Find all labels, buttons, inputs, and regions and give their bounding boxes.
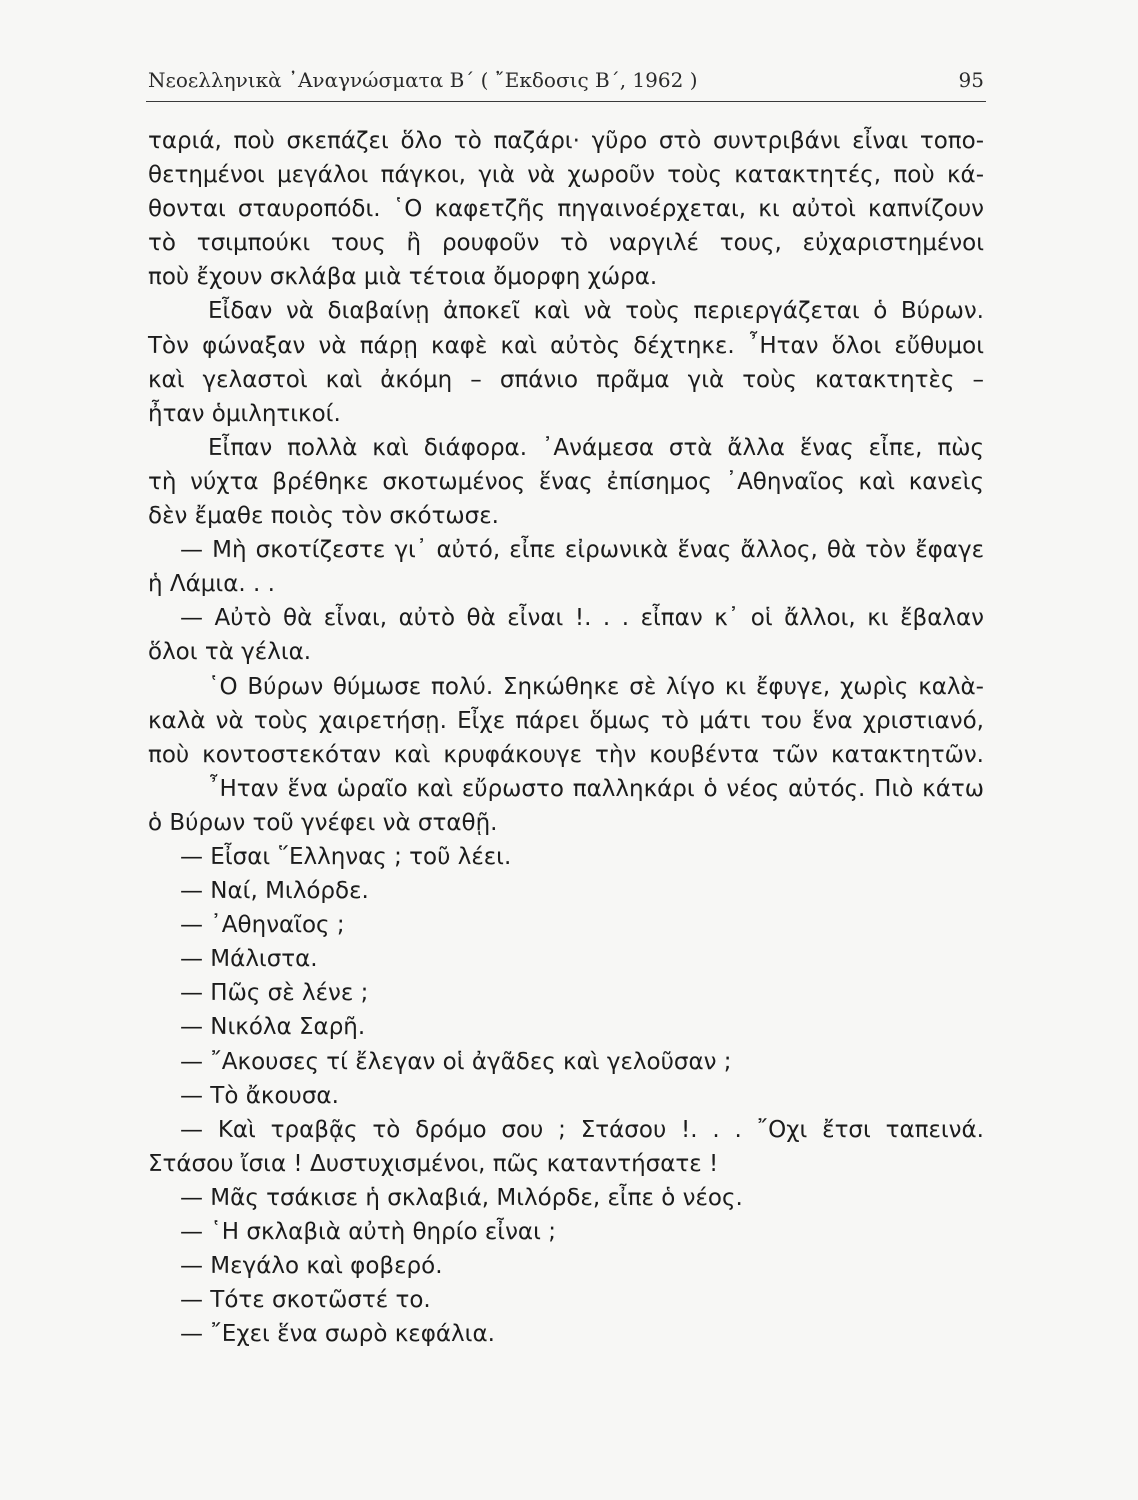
text-line: — ῎Ακουσες τί ἔλεγαν οἱ ἀγᾶδες καὶ γελοῦσαν ;: [180, 1048, 732, 1075]
body-text: [148, 124, 984, 1351]
text-line: ὁ Βύρων τοῦ γνέφει νὰ σταθῇ.: [148, 809, 498, 836]
text-line: — Τὸ ἄκουσα.: [180, 1082, 339, 1109]
text-line: ἦταν ὁμιλητικοί.: [148, 400, 341, 427]
text-line: — Μᾶς τσάκισε ἡ σκλαβιά, Μιλόρδε, εἶπε ὁ νέος.: [180, 1184, 743, 1211]
text-line: — Αὐτὸ θὰ εἶναι, αὐτὸ θὰ εἶναι !. . . εἶπαν κ᾿ οἱ ἄλλοι, κι ἔβαλαν: [180, 605, 984, 632]
text-line: — Ναί, Μιλόρδε.: [180, 878, 369, 905]
text-line: ῏Ηταν ἕνα ὡραῖο καὶ εὔρωστο παλληκάρι ὁ νέος αὐτός. Πιὸ κάτω: [208, 775, 984, 802]
text-line: Τὸν φώναξαν νὰ πάρῃ καφὲ καὶ αὐτὸς δέχτηκε. ῏Ηταν ὅλοι εὔθυμοι: [148, 332, 984, 359]
text-line: — ᾿Αθηναῖος ;: [180, 912, 345, 939]
text-line: τὸ τσιμπούκι τους ἢ ρουφοῦν τὸ ναργιλέ τους, εὐχαριστημένοι: [148, 230, 984, 257]
text-line: — ῾Η σκλαβιὰ αὐτὴ θηρίο εἶναι ;: [180, 1219, 556, 1245]
text-line: καὶ γελαστοὶ καὶ ἀκόμη – σπάνιο πρᾶμα γιὰ τοὺς κατακτητὲς –: [148, 366, 984, 393]
text-line: ἡ Λάμια. . .: [148, 571, 275, 598]
running-title: Νεοελληνικὰ ᾿Αναγνώσματα Β΄ ( ῎Εκδοσις Β΄, 1962 ): [148, 68, 698, 92]
text-line: ποὺ κοντοστεκόταν καὶ κρυφάκουγε τὴν κουβέντα τῶν κατακτητῶν.: [148, 741, 984, 768]
text-line: ταριά, ποὺ σκεπάζει ὅλο τὸ παζάρι· γῦρο στὸ συντριβάνι εἶναι τοπο-: [148, 128, 984, 154]
text-line: Στάσου ἴσια ! Δυστυχισμένοι, πῶς καταντήσατε !: [148, 1150, 719, 1177]
text-line: τὴ νύχτα βρέθηκε σκοτωμένος ἕνας ἐπίσημος ᾿Αθηναῖος καὶ κανεὶς: [148, 468, 984, 495]
text-line: θονται σταυροπόδι. ῾Ο καφετζῆς πηγαινοέρχεται, κι αὐτοὶ καπνίζουν: [148, 196, 984, 223]
text-line: θετημένοι μεγάλοι πάγκοι, γιὰ νὰ χωροῦν τοὺς κατακτητές, ποὺ κά-: [148, 162, 984, 189]
text-line: καλὰ νὰ τοὺς χαιρετήσῃ. Εἶχε πάρει ὅμως τὸ μάτι του ἕνα χριστιανό,: [148, 707, 984, 734]
text-line: Εἶπαν πολλὰ καὶ διάφορα. ᾿Ανάμεσα στὰ ἄλλα ἕνας εἶπε, πὼς: [208, 434, 984, 461]
text-line: — Τότε σκοτῶστέ το.: [180, 1287, 431, 1314]
running-header: [148, 68, 984, 92]
text-line: — Νικόλα Σαρῆ.: [180, 1014, 366, 1041]
header-rule: [146, 101, 986, 102]
text-line: — Πῶς σὲ λένε ;: [180, 980, 369, 1007]
text-line: — Μεγάλο καὶ φοβερό.: [180, 1253, 443, 1280]
text-line: ποὺ ἔχουν σκλάβα μιὰ τέτοια ὄμορφη χώρα.: [148, 264, 658, 291]
text-line: — Καὶ τραβᾷς τὸ δρόμο σου ; Στάσου !. . . ῎Οχι ἔτσι ταπεινά.: [180, 1116, 984, 1143]
text-line: — Μάλιστα.: [180, 946, 318, 973]
text-line: Εἶδαν νὰ διαβαίνῃ ἀποκεῖ καὶ νὰ τοὺς περιεργάζεται ὁ Βύρων.: [208, 298, 984, 325]
text-line: δὲν ἔμαθε ποιὸς τὸν σκότωσε.: [148, 503, 499, 530]
text-line: ῾Ο Βύρων θύμωσε πολύ. Σηκώθηκε σὲ λίγο κι ἔφυγε, χωρὶς καλὰ-: [208, 673, 984, 700]
text-line: — Μὴ σκοτίζεστε γι᾿ αὐτό, εἶπε εἰρωνικὰ ἕνας ἄλλος, θὰ τὸν ἔφαγε: [180, 537, 984, 564]
page-number: 95: [958, 68, 984, 92]
text-line: — ῎Εχει ἕνα σωρὸ κεφάλια.: [180, 1321, 495, 1348]
text-line: — Εἶσαι ῞Ελληνας ; τοῦ λέει.: [180, 843, 512, 870]
text-line: ὅλοι τὰ γέλια.: [148, 639, 312, 666]
